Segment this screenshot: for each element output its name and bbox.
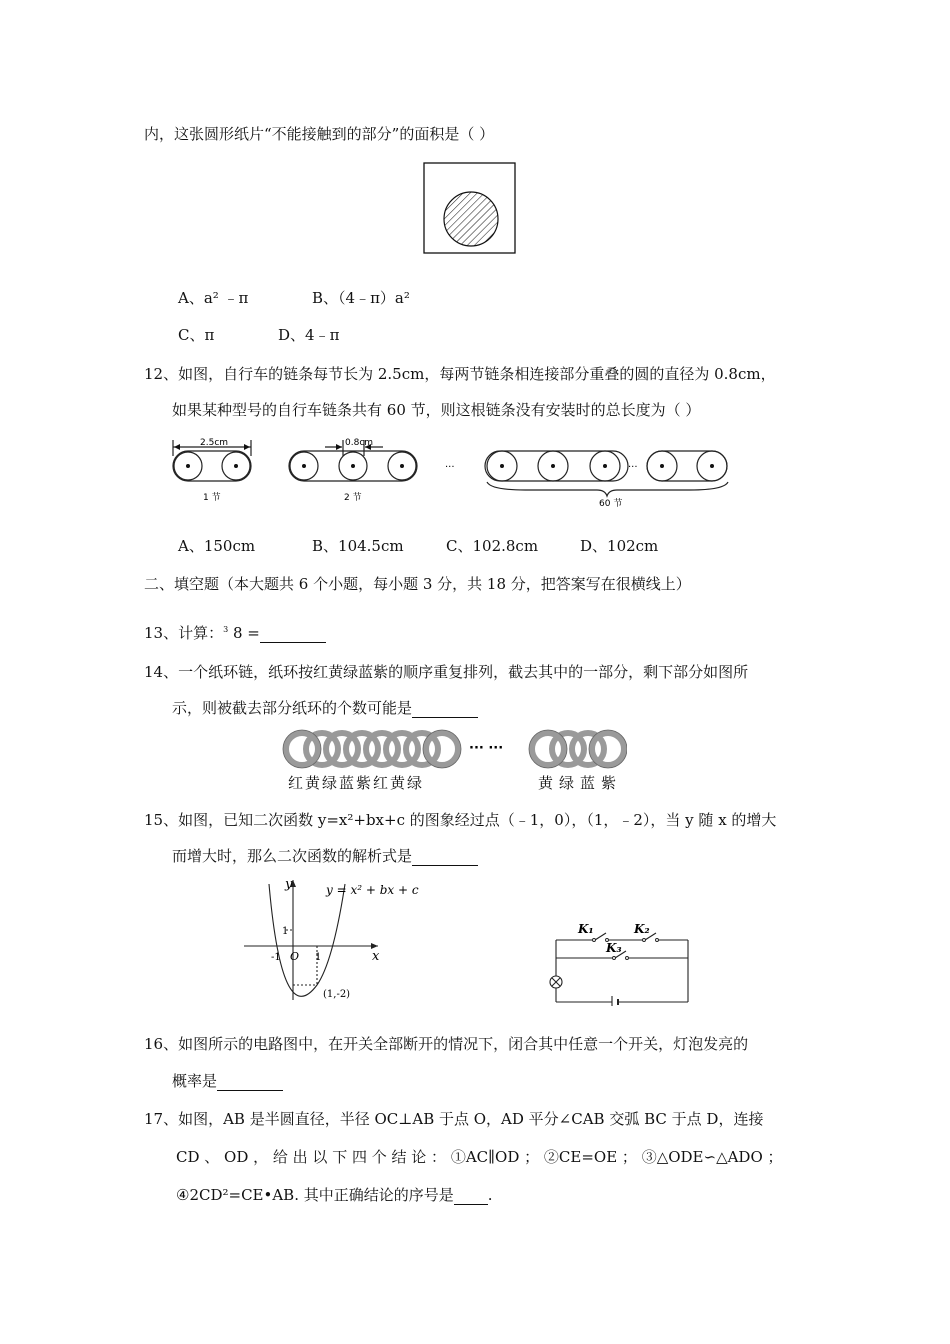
q12-line2: 如果某种型号的自行车链条共有 60 节，则这根链条没有安装时的总长度为（ ）	[172, 401, 701, 419]
bike-chain-figure	[165, 436, 735, 512]
q17-line2: CD 、 OD ， 给 出 以 下 四 个 结 论 ： ①AC∥OD ； ②CE=OE ； ③△ODE∽△ADO ；	[176, 1148, 783, 1166]
chain-caption-1: 1 节	[203, 493, 221, 503]
q11-text: 内，这张圆形纸片“不能接触到的部分”的面积是（ ）	[144, 125, 495, 143]
parabola-equation: y = x² + bx + c	[326, 883, 419, 897]
switch-k3-label: K₃	[606, 941, 622, 955]
tick-x-neg1: -1	[271, 952, 281, 963]
ring-ellipsis: ··· ···	[469, 741, 504, 756]
q15-answer-blank	[412, 865, 478, 866]
q14-answer-blank	[412, 717, 478, 718]
q11-option-c: C、π	[178, 326, 215, 344]
switch-k1-label: K₁	[578, 922, 594, 936]
chain-dots-2: ···	[628, 462, 638, 473]
chain-length-label: 2.5cm	[200, 438, 229, 448]
q17-line3: ④2CD²=CE•AB. 其中正确结论的序号是 .	[176, 1186, 493, 1204]
q12-option-d: D、102cm	[580, 537, 659, 555]
hatched-circle	[444, 192, 498, 246]
chain-dots-1: ···	[445, 462, 455, 473]
q15-line1: 15、如图，已知二次函数 y=x²+bx+c 的图象经过点（﹣1，0），（1，﹣2），当 y 随 x 的增大	[144, 811, 777, 829]
switch-k2-label: K₂	[634, 922, 650, 936]
q12-option-b: B、104.5cm	[312, 537, 404, 555]
q12-option-a: A、150cm	[178, 537, 256, 555]
q12-line1: 12、如图，自行车的链条每节长为 2.5cm，每两节链条相连接部分重叠的圆的直径为 0.8cm，	[144, 365, 776, 383]
q17-answer-blank	[454, 1204, 488, 1205]
circuit-diagram	[546, 920, 696, 1006]
q15-line2: 而增大时，那么二次函数的解析式是	[172, 846, 478, 866]
tick-y-1: 1	[282, 926, 289, 937]
ring-colors-left: 红黄绿蓝紫红黄绿	[288, 774, 425, 792]
y-axis-label: y	[285, 877, 293, 892]
q12-option-c: C、102.8cm	[446, 537, 539, 555]
x-axis-label: x	[372, 949, 380, 964]
q13-text	[144, 620, 326, 643]
q13-radical-index: 3	[223, 625, 229, 634]
chain-caption-2: 2 节	[344, 493, 362, 503]
q11-option-b: B、（4﹣π）a²	[312, 289, 410, 307]
vertex-point-label: (1,-2)	[323, 989, 351, 1000]
q16-answer-blank	[217, 1090, 283, 1091]
parabola-graph	[238, 872, 428, 1004]
q13-radicand: 8 =	[232, 624, 260, 642]
q16-line1: 16、如图所示的电路图中，在开关全部断开的情况下，闭合其中任意一个开关，灯泡发亮的	[144, 1035, 749, 1053]
parabola-curve	[269, 884, 345, 996]
square-circle-figure	[423, 162, 517, 255]
q13-label: 13、计算：	[144, 624, 224, 642]
paper-ring-chain-figure	[282, 728, 627, 770]
tick-x-1: 1	[315, 952, 322, 963]
ring-colors-right: 黄绿蓝紫	[538, 774, 623, 792]
q14-line2: 示，则被截去部分纸环的个数可能是	[172, 698, 478, 718]
q16-line2: 概率是	[172, 1071, 283, 1091]
chain-overlap-label: 0.8cm	[345, 438, 374, 448]
section-2-heading: 二、填空题（本大题共 6 个小题，每小题 3 分，共 18 分，把答案写在很横线上）	[144, 575, 691, 593]
q17-line1: 17、如图，AB 是半圆直径，半径 OC⊥AB 于点 O，AD 平分∠CAB 交弧 BC 于点 D，连接	[144, 1110, 764, 1128]
q14-line1: 14、一个纸环链，纸环按红黄绿蓝紫的顺序重复排列，截去其中的一部分，剩下部分如图所	[144, 663, 749, 681]
q13-answer-blank	[260, 642, 326, 643]
origin-label: O	[290, 950, 300, 963]
chain-caption-60: 60 节	[599, 499, 623, 509]
q11-option-a: A、a² ﹣π	[178, 289, 249, 307]
q11-option-d: D、4﹣π	[278, 326, 340, 344]
